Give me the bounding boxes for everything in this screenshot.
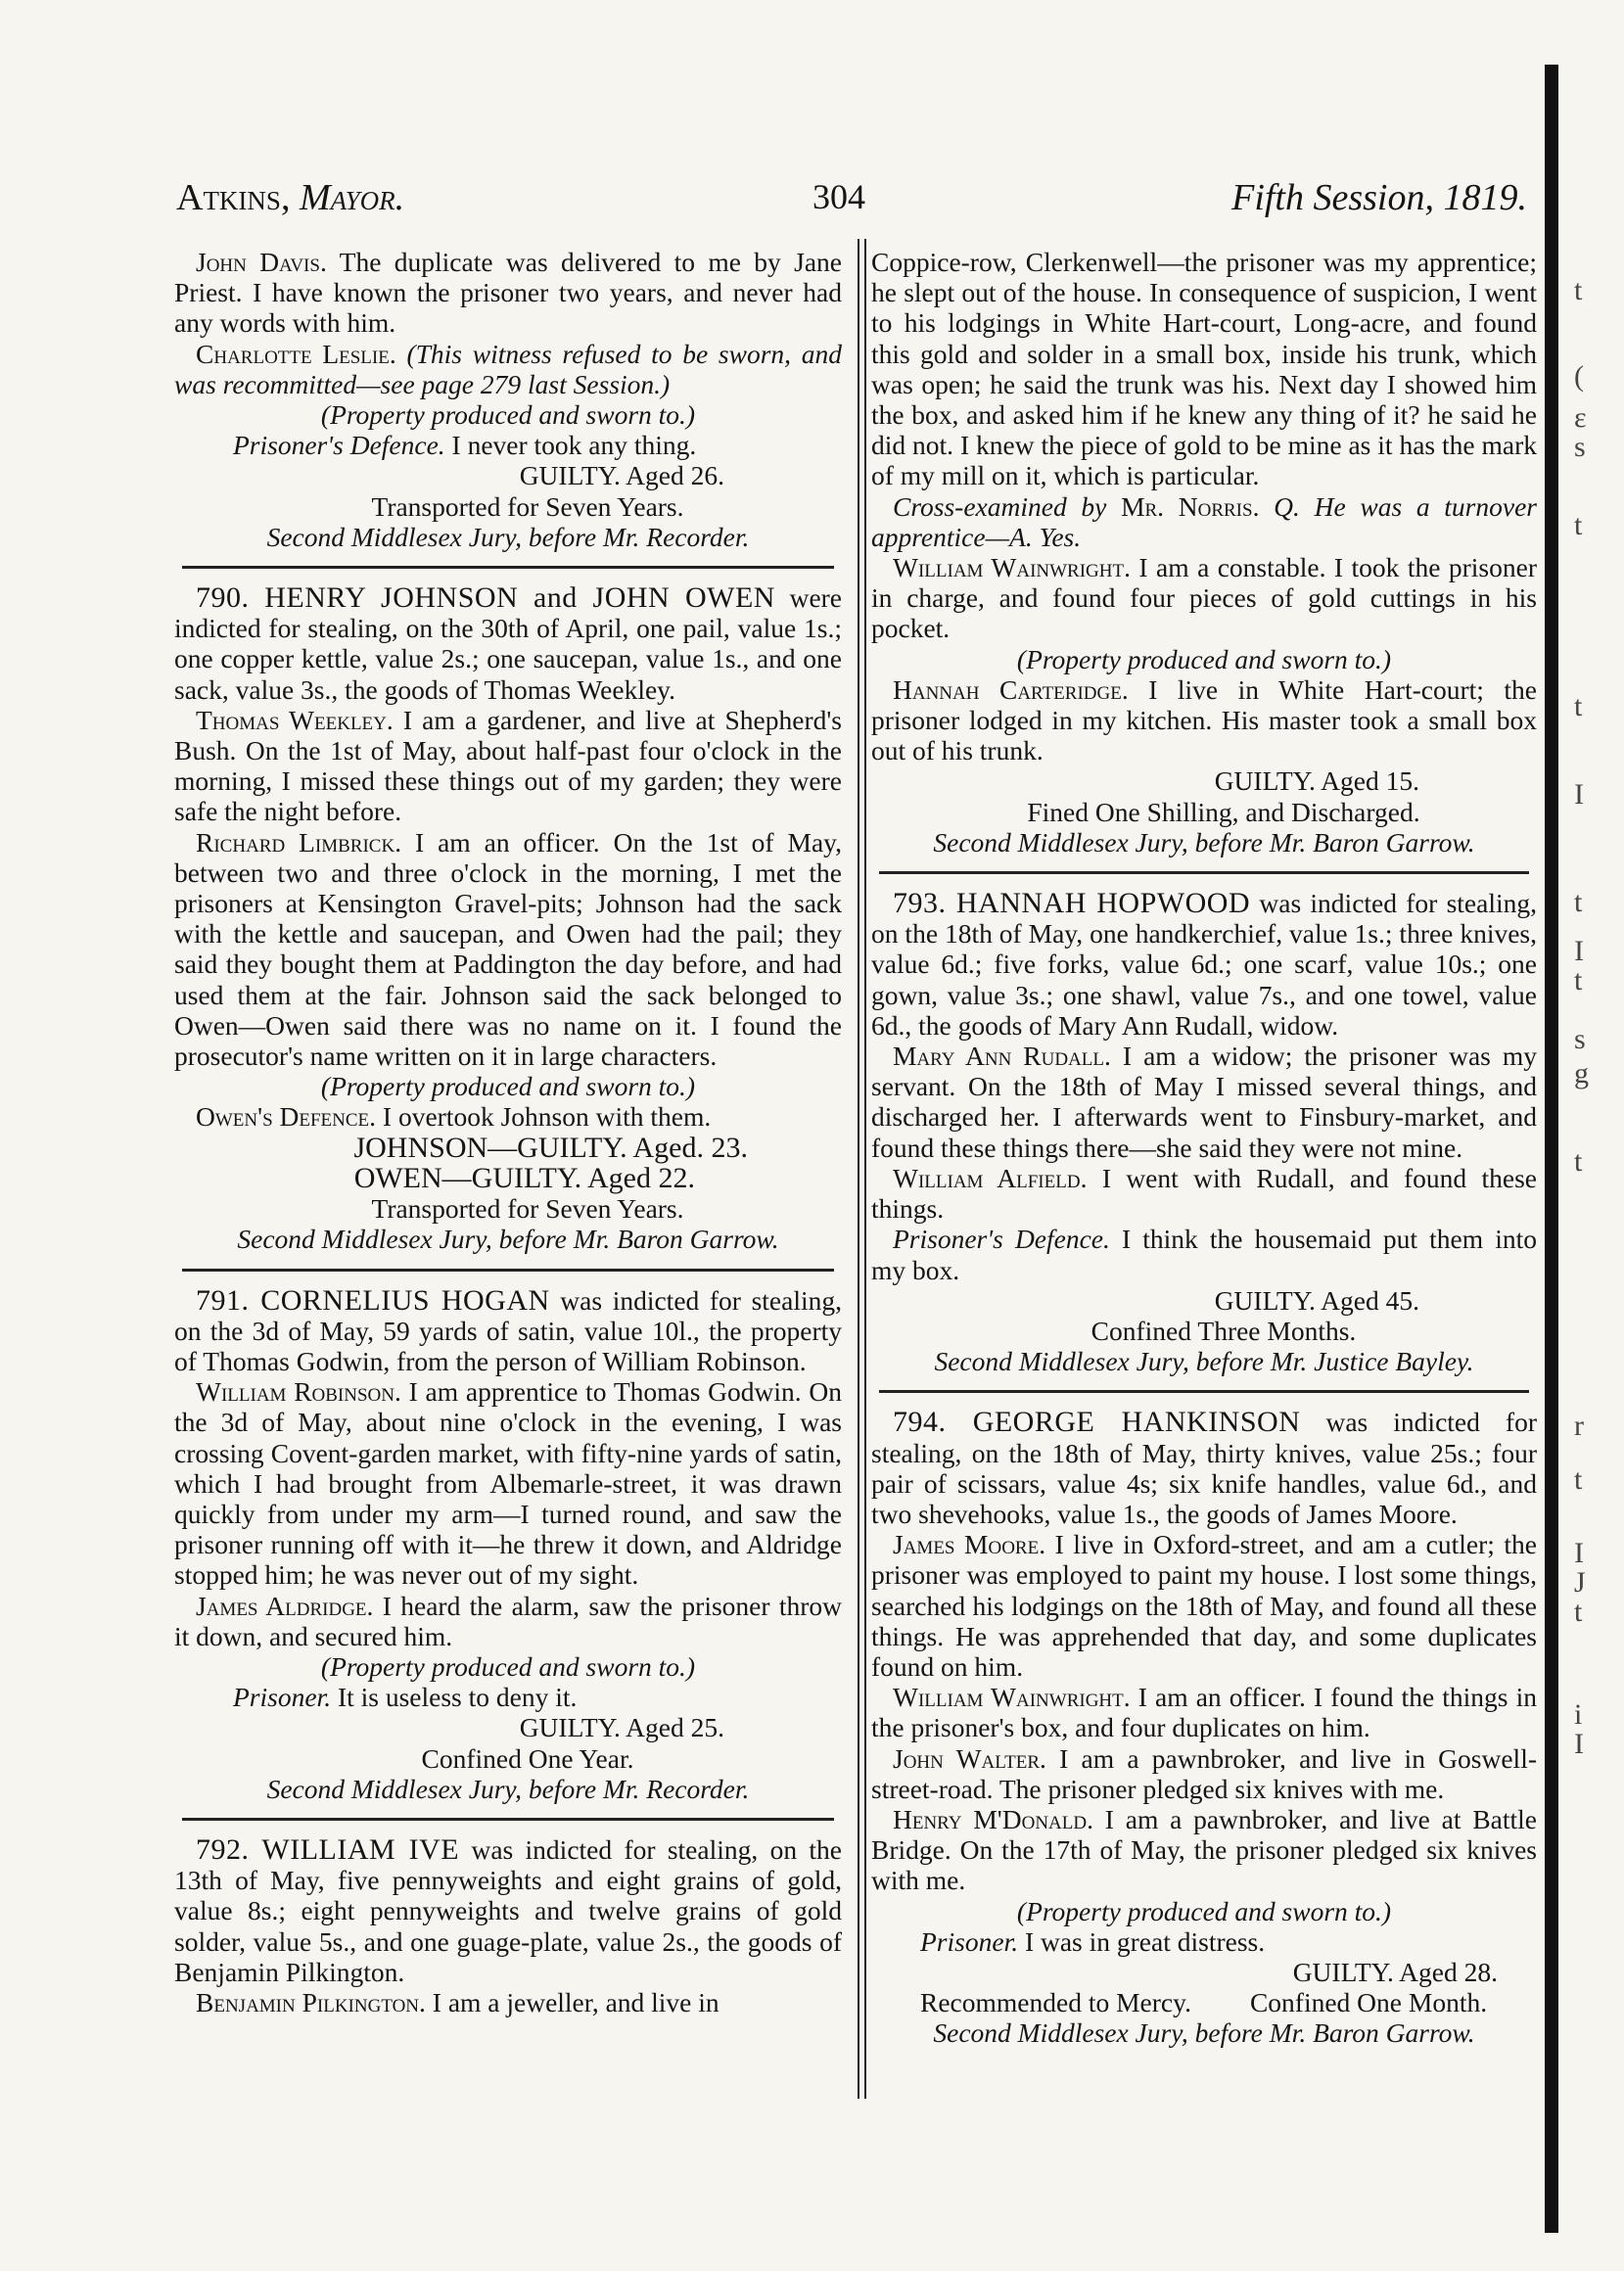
margin-letter: I (1574, 1537, 1584, 1569)
witness-name: John Davis. (196, 247, 327, 277)
margin-letter: t (1574, 964, 1583, 996)
witness-name: William Wainwright. (893, 1682, 1131, 1713)
margin-letter: s (1574, 431, 1586, 463)
margin-letter: I (1574, 778, 1584, 811)
witness-name: Hannah Carteridge. (893, 673, 1129, 705)
margin-letter: I (1574, 935, 1584, 967)
paragraph (174, 1987, 842, 2017)
witness-name: Benjamin Pilkington. (196, 1986, 426, 2017)
testimony: The duplicate was delivered to me by Jane Priest. I have known the prisoner two years, and never had any words with him. (174, 247, 842, 339)
case-separator (182, 1818, 834, 1821)
testimony: I am a pawnbroker, and live at Battle Bridge. On the 17th of May, the prisoner pledged six knives with me. (871, 1803, 1537, 1896)
witness-name: James Moore. (893, 1529, 1046, 1560)
column-divider (858, 239, 866, 2099)
paragraph (871, 1804, 1537, 1896)
jury-line: Second Middlesex Jury, before Mr. Baron Garrow. (933, 826, 1475, 857)
paragraph (871, 1743, 1537, 1804)
jury-line: Second Middlesex Jury, before Mr. Recorder. (266, 1773, 750, 1804)
defence-text: I think the housemaid put them into my box. (871, 1224, 1537, 1285)
testimony: I went with Rudall, and found these things. (871, 1162, 1538, 1225)
case-heading (174, 1285, 842, 1377)
witness-name: William Robinson. (196, 1376, 401, 1408)
defence (174, 430, 842, 460)
paragraph (174, 705, 842, 827)
sentence-line (871, 1987, 1537, 2017)
sentence: Confined One Month. (1249, 1987, 1488, 2018)
testimony: I am an officer. I found the things in the prisoner's box, and four duplicates on him. (871, 1682, 1537, 1743)
paragraph (871, 674, 1537, 766)
verdict: JOHNSON—GUILTY. Aged. 23. (353, 1131, 748, 1164)
case-heading (871, 888, 1537, 1041)
margin-letter: t (1574, 690, 1583, 722)
paragraph (174, 827, 842, 1072)
defence-label: Prisoner. (920, 1925, 1019, 1957)
testimony: I live in Oxford-street, and am a cutler; the prisoner was employed to paint my house. I lost some things, searched his lodgings on the 18th of May, and found all these things. He was apprehended that day, and some duplicates found on him. (871, 1529, 1537, 1682)
testimony: I am a widow; the prisoner was my servant. On the 18th of May I missed several things, and discharged her. I afterwards went to Finsbury-market, and found these things there—she said they were not mine. (871, 1041, 1538, 1163)
witness-name: William Alfield. (893, 1162, 1088, 1193)
case-title: 791. CORNELIUS HOGAN (196, 1283, 550, 1317)
testimony: I am a pawnbroker, and live in Goswell-street-road. The prisoner pledged six knives with me. (871, 1742, 1537, 1804)
cross-examination-label: Cross-examined by (893, 490, 1107, 522)
case-heading (871, 1407, 1537, 1529)
indictment: was indicted for stealing, on the 18th of May, one handkerchief, value 1s.; three knives, value 6d.; five forks, value 6d.; one scarf, value 10s.; one gown, value 3s.; one shawl, value 7s., and one towel, value 6d., the goods of Mary Ann Rudall, widow. (871, 888, 1537, 1041)
case-separator (182, 566, 834, 569)
paragraph (174, 247, 842, 339)
recommendation: Recommended to Mercy. (920, 1987, 1191, 2018)
margin-letter: t (1574, 1596, 1583, 1628)
paragraph (174, 1376, 842, 1590)
defence (174, 1682, 842, 1712)
sentence: Confined One Year. (421, 1742, 634, 1774)
case-separator (182, 1269, 834, 1272)
defence-text: I never took any thing. (451, 430, 697, 461)
witness-name: Charlotte Leslie. (196, 338, 396, 369)
case-heading (174, 1834, 842, 1987)
mayor-title: Mayor. (299, 177, 405, 218)
margin-letter: ε (1574, 401, 1587, 434)
page-number: 304 (812, 177, 865, 216)
sentence: Transported for Seven Years. (371, 1193, 684, 1225)
paragraph (871, 552, 1537, 644)
margin-letter: t (1574, 1463, 1583, 1496)
testimony: Q. He was a turnover apprentice—A. Yes. (871, 490, 1537, 552)
verdict: GUILTY. Aged 15. (1214, 765, 1419, 797)
witness-name: James Aldridge. (196, 1590, 374, 1621)
defence (871, 1224, 1537, 1284)
indictment: was indicted for stealing, on the 13th of May, five pennyweights and eight grains of gold, value 8s.; eight pennyweights and twelve grains of gold solder, value 5s., and one guage-plate, value 2s., the goods of Benjamin Pilkington. (174, 1833, 842, 1987)
paragraph (174, 339, 842, 399)
paragraph (871, 1163, 1537, 1224)
verdict: GUILTY. Aged 45. (1214, 1284, 1419, 1316)
verdict: GUILTY. Aged 25. (519, 1712, 724, 1743)
margin-letter: I (1574, 1728, 1584, 1760)
property-produced: (Property produced and sworn to.) (320, 1071, 696, 1102)
testimony: I am apprentice to Thomas Godwin. On the 3d of May, about nine o'clock in the evening, I was crossing Covent-garden market, with fifty-nine yards of satin, which I had brought from Albemarle-street, it was drawn quickly from under my arm—I turned round, and saw the prisoner running off with it—he threw it down, and Aldridge stopped him; he was never out of my sight. (174, 1376, 843, 1591)
header-left (176, 176, 404, 219)
testimony: I heard the alarm, saw the prisoner throw it down, and secured him. (174, 1590, 843, 1651)
case-separator (879, 1390, 1529, 1393)
paragraph (871, 1529, 1537, 1682)
page-edge-shadow (1545, 65, 1558, 2233)
witness-name: Richard Limbrick. (196, 826, 402, 857)
testimony: I am an officer. On the 1st of May, between two and three o'clock in the morning, I met the prisoners at Kensington Gravel-pits; Johnson had the sack with the kettle and saucepan, and Owen had the pail; they said they bought them at Paddington the day before, and had used them at the fair. Johnson said the sack belonged to Owen—Owen said there was no name on it. I found the prosecutor's name written on it in large characters. (174, 826, 843, 1072)
paragraph (174, 1591, 842, 1651)
case-title: 794. GEORGE HANKINSON (893, 1406, 1301, 1439)
jury-line: Second Middlesex Jury, before Mr. Baron Garrow. (237, 1224, 779, 1255)
testimony: I am a jeweller, and live in (432, 1986, 719, 2017)
running-header (176, 176, 1527, 225)
case-separator (879, 871, 1529, 874)
case-title: 790. HENRY JOHNSON and JOHN OWEN (196, 581, 775, 615)
verdict: GUILTY. Aged 26. (519, 460, 724, 491)
testimony: (This witness refused to be sworn, and was recommitted—see page 279 last Session.) (174, 338, 842, 399)
case-title: 793. HANNAH HOPWOOD (893, 887, 1251, 920)
witness-name: John Walter. (893, 1742, 1046, 1774)
indictment: were indicted for stealing, on the 30th of April, one pail, value 1s.; one copper kettle, value 2s.; one saucepan, value 1s., and one sack, value 3s., the goods of Thomas Weekley. (174, 582, 843, 705)
verdict: OWEN—GUILTY. Aged 22. (353, 1161, 695, 1194)
left-column (174, 247, 842, 2017)
verdict: GUILTY. Aged 28. (1292, 1956, 1498, 1987)
testimony: I am a constable. I took the prisoner in charge, and found four pieces of gold cuttings in his pocket. (871, 552, 1537, 644)
defence-label: Prisoner's Defence. (893, 1224, 1110, 1255)
sentence: Confined Three Months. (1090, 1315, 1357, 1346)
property-produced: (Property produced and sworn to.) (1016, 643, 1392, 674)
jury-line: Second Middlesex Jury, before Mr. Justice Bayley. (934, 1346, 1474, 1377)
paragraph (871, 1041, 1537, 1163)
indictment: was indicted for stealing, on the 18th of May, thirty knives, value 25s.; four pair of scissars, value 4s; six knife handles, value 6d., and two shevehooks, value 1s., the goods of James Moore. (871, 1407, 1537, 1529)
testimony: I am a gardener, and live at Shepherd's Bush. On the 1st of May, about half-past four o'clock in the morning, I missed these things out of my garden; they were safe the night before. (174, 704, 843, 827)
jury-line: Second Middlesex Jury, before Mr. Baron Garrow. (933, 2017, 1475, 2049)
witness-name: Henry M'Donald. (893, 1803, 1093, 1834)
case-heading (174, 582, 842, 705)
indictment: was indicted for stealing, on the 3d of May, 59 yards of satin, value 10l., the property of Thomas Godwin, from the person of William Robinson. (174, 1284, 842, 1376)
defence-label: Prisoner's Defence. (233, 430, 445, 461)
jury-line: Second Middlesex Jury, before Mr. Recorder. (266, 521, 750, 552)
paragraph (871, 1682, 1537, 1742)
property-produced: (Property produced and sworn to.) (320, 1650, 696, 1682)
margin-letter: s (1574, 1023, 1586, 1055)
defence-label: Owen's Defence. (196, 1101, 377, 1133)
sentence: Transported for Seven Years. (371, 490, 684, 522)
margin-letter: r (1574, 1410, 1584, 1442)
right-column (871, 247, 1537, 2049)
witness-name: Thomas Weekley. (196, 704, 394, 735)
session-title: Fifth Session, 1819. (1231, 177, 1527, 218)
defence-text: I was in great distress. (1024, 1925, 1266, 1957)
margin-letter: t (1574, 886, 1583, 918)
margin-letter: J (1574, 1566, 1586, 1599)
property-produced: (Property produced and sworn to.) (320, 399, 696, 431)
paragraph (871, 491, 1537, 552)
testimony-continued: Coppice-row, Clerkenwell—the prisoner was my apprentice; he slept out of the house. In consequence of suspicion, I went to his lodgings in White Hart-court, Long-acre, and found this gold and solder in a small box, inside his trunk, which was open; he said the trunk was his. Next day I showed him the box, and asked him if he knew any thing of it? he said he did not. I knew the piece of gold to be mine as it has the mark of my mill on it, which is particular. (871, 247, 1537, 491)
margin-letter: i (1574, 1698, 1583, 1731)
defence (174, 1101, 842, 1132)
property-produced: (Property produced and sworn to.) (1016, 1895, 1392, 1926)
counsel-name: Mr. Norris. (1121, 490, 1260, 522)
defence (871, 1926, 1537, 1957)
witness-name: William Wainwright. (893, 552, 1131, 583)
defence-label: Prisoner. (233, 1682, 332, 1713)
defence-text: It is useless to deny it. (337, 1682, 578, 1713)
margin-letter: g (1574, 1057, 1589, 1089)
margin-letter: ( (1574, 360, 1584, 393)
margin-letter: t (1574, 509, 1583, 541)
mayor-name: Atkins, (176, 177, 291, 218)
testimony: I live in White Hart-court; the prisoner lodged in my kitchen. His master took a small box out of his trunk. (871, 673, 1537, 766)
sentence: Fined One Shilling, and Discharged. (1027, 796, 1420, 827)
margin-letter: t (1574, 1145, 1583, 1178)
defence-text: I overtook Johnson with them. (382, 1101, 712, 1133)
witness-name: Mary Ann Rudall. (893, 1041, 1111, 1072)
case-title: 792. WILLIAM IVE (196, 1832, 460, 1866)
margin-letter: t (1574, 274, 1583, 306)
